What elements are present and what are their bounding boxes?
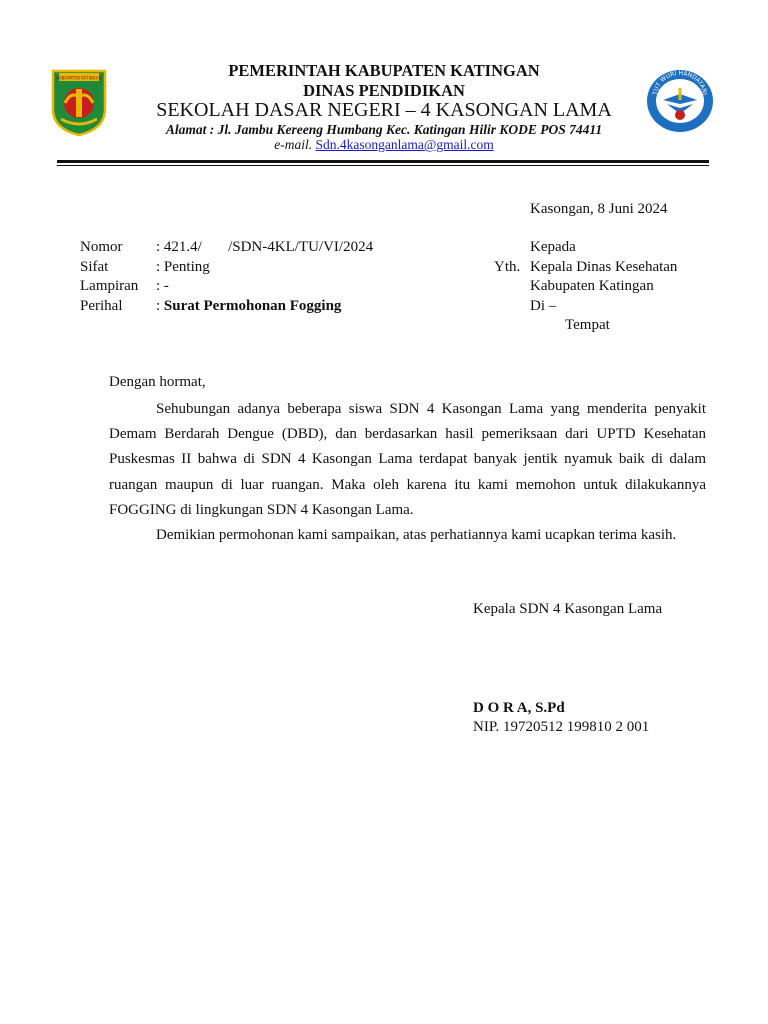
recipient-line3: Di – — [530, 298, 557, 314]
recipient-line2: Kabupaten Katingan — [530, 278, 654, 294]
recipient-line1: Kepala Dinas Kesehatan — [530, 259, 678, 275]
email-label: e-mail. — [274, 137, 313, 152]
letterhead-divider-thick — [57, 160, 709, 163]
letterhead-divider-thin — [57, 165, 709, 166]
place-date: Kasongan, 8 Juni 2024 — [530, 201, 668, 217]
sifat-label: Sifat — [80, 259, 109, 275]
signature-nip: NIP. 19720512 199810 2 001 — [473, 719, 650, 735]
letterhead-department: DINAS PENDIDIKAN — [303, 81, 465, 100]
signature-title: Kepala SDN 4 Kasongan Lama — [473, 601, 663, 617]
tutwuri-motto-text: TUT WURI HANDAYANI — [651, 69, 708, 96]
sifat-value: : Penting — [156, 259, 210, 275]
body-paragraph-1: Sehubungan adanya beberapa siswa SDN 4 Kasongan Lama yang menderita penyakit Demam Berdarah Dengue (DBD), dan berdasarkan hasil pemeriksaan dari UPTD Kesehatan Puskesmas II bahwa di SDN 4 Kasongan Lama terdapat banyak jentik nyamuk baik di dalam ruangan maupun di luar ruangan. Maka oleh karena itu kami memohon untuk dilakukannya FOGGING di lingkungan SDN 4 Kasongan Lama. — [109, 401, 706, 518]
recipient-kepada: Kepada — [530, 239, 576, 255]
lampiran-label: Lampiran — [80, 278, 139, 294]
letterhead-email-line — [0, 137, 768, 153]
body-paragraph-2: Demikian permohonan kami sampaikan, atas perhatiannya kami ucapkan terima kasih. — [156, 527, 677, 544]
salutation: Dengan hormat, — [109, 374, 206, 390]
letterhead-address: Alamat : Jl. Jambu Kereeng Humbang Kec. Katingan Hilir KODE POS 74411 — [165, 122, 603, 137]
perihal-colon: : — [156, 298, 164, 314]
lampiran-value: : - — [156, 278, 169, 294]
recipient-line4: Tempat — [565, 317, 610, 333]
letter-body — [109, 397, 706, 548]
nomor-label: Nomor — [80, 239, 123, 255]
perihal-value: Surat Permohonan Fogging — [163, 298, 342, 314]
perihal-label: Perihal — [80, 298, 123, 314]
letterhead-government: PEMERINTAH KABUPATEN KATINGAN — [228, 61, 540, 80]
signature-name: D O R A, S.Pd — [473, 700, 565, 716]
nomor-value: : 421.4/ /SDN-4KL/TU/VI/2024 — [156, 239, 374, 255]
recipient-yth: Yth. — [494, 259, 521, 275]
perihal-row — [156, 297, 341, 316]
emblem-banner-text: KABUPATEN KATINGAN — [56, 75, 102, 81]
letterhead-school-name: SEKOLAH DASAR NEGERI – 4 KASONGAN LAMA — [156, 99, 612, 121]
email-link[interactable]: Sdn.4kasonganlama@gmail.com — [315, 137, 494, 152]
